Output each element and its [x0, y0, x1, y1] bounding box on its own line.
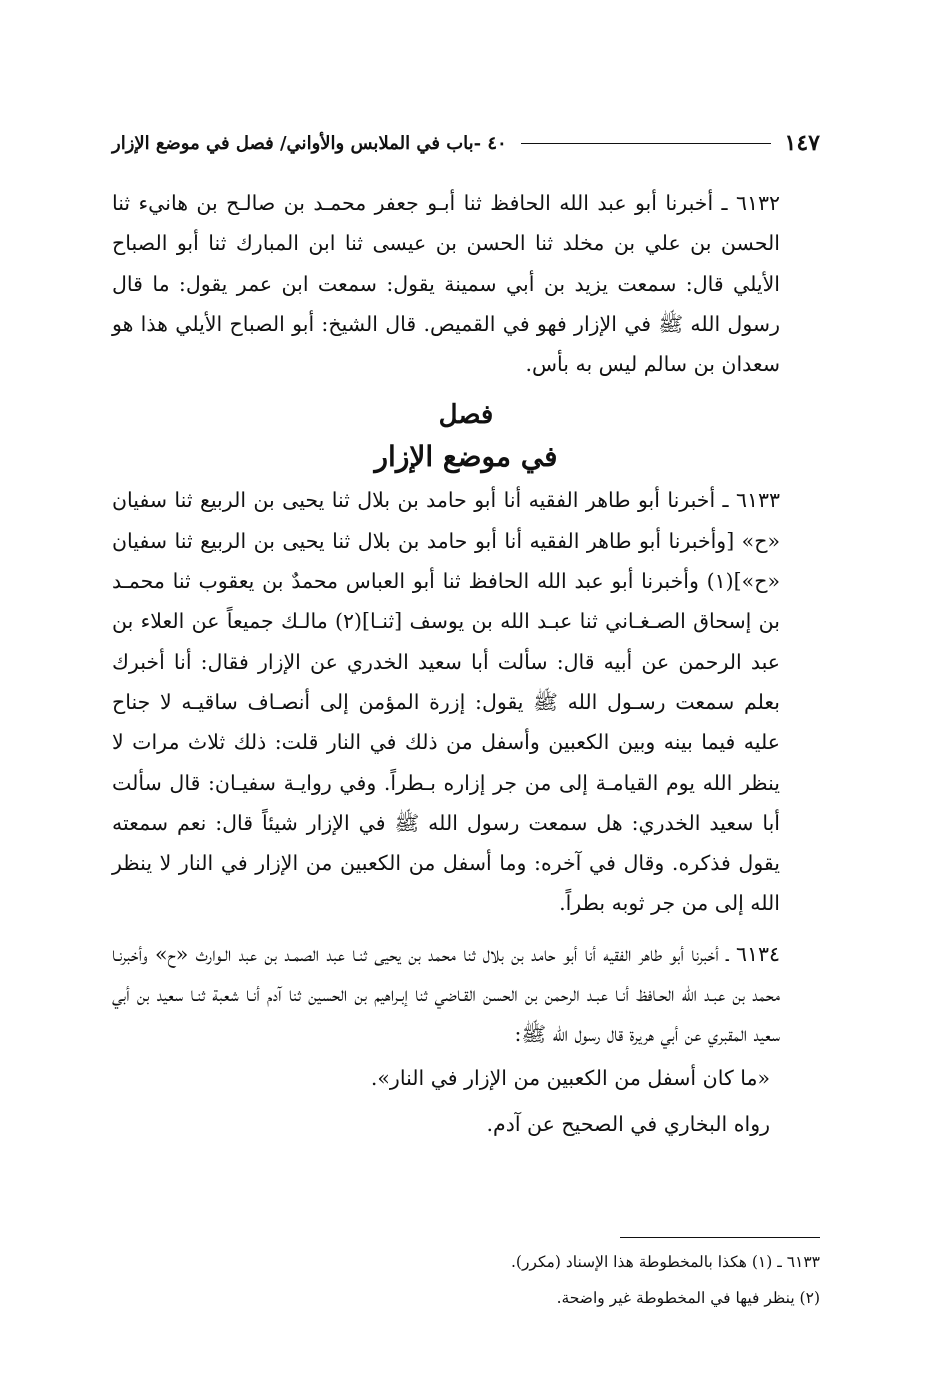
section-subheading: في موضع الإزار: [374, 440, 558, 474]
hadith-6134-quote: «ما كان أسفل من الكعبين من الإزار في النار».: [370, 1065, 770, 1090]
header-rule: [521, 143, 771, 144]
footnotes: [112, 1244, 820, 1316]
hadith-6133: ٦١٣٣ ـ أخبرنا أبو طاهر الفقيه أنا أبو حامد بن بلال ثنا يحيى بن الربيع ثنا سفيان «ح» [وأخبرنا أبو طاهر الفقيه أنا أبو حامد بن بلال ثنا يحيى بن الربيع ثنا سفيان «ح»](١) وأخبرنا أبو عبد الله الحافظ ثنا أبو العباس محمدٌ بن يعقوب ثنا محمـد بن إسحاق الصـغـاني ثنا عبـد الله بن يوسف [ثنـا](٢) مالـك جميعاً عن العلاء بن عبد الرحمن عن أبيه قال: سألت أبا سعيد الخدري عن الإزار فقال: أنا أخبرك بعلم سمعت رسـول الله ﷺ يقول: إزرة المؤمن إلى أنصـاف ساقيـه لا جناح عليه فيما بينه وبين الكعبين وأسفل من ذلك في النار قلت: ذلك ثلاث مرات لا ينظر الله يوم القيامـة إلى من جر إزاره بـطراً. وفي روايـة سفيـان: قال سألت أبا سعيد الخدري: هل سمعت رسول الله ﷺ في الإزار شيئاً قال: نعم سمعته يقول فذكره. وقال في آخره: وما أسفل من الكعبين من الإزار في النار لا ينظر الله إلى من جر ثوبه بطراً.: [112, 488, 781, 916]
page-number: ١٤٧: [784, 130, 820, 156]
chapter-title: ٤٠ -باب في الملابس والأواني/ فصل في موضع الإزار: [112, 132, 507, 154]
page-body: [112, 183, 820, 1147]
footnote-1: ٦١٣٣ ـ (١) هكذا بالمخطوطة هذا الإسناد (مكرر).: [510, 1253, 820, 1271]
hadith-6134-attribution: رواه البخاري في الصحيح عن آدم.: [486, 1111, 770, 1136]
hadith-6132: ٦١٣٢ ـ أخبرنا أبو عبد الله الحافظ ثنا أبـو جعفر محمـد بن صالـح بن هانيء ثنا الحسن بن علي بن مخلد ثنا الحسن بن عيسى ثنا ابن المبارك ثنا أبو الصباح الأيلي قال: سمعت يزيد بن أبي سمينة يقول: سمعت ابن عمر يقول: ما قال رسول الله ﷺ في الإزار فهو في القميص. قال الشيخ: أبو الصباح الأيلي هذا هو سعدان بن سالم ليس به بأس.: [112, 191, 780, 377]
hadith-6134: ٦١٣٤ ـ أخبرنا أبو طاهر الفقيه أنا أبو حامد بن بلال ثنا محمد بن يحيى ثنـا عبد الصمـد بن عبد الـوارث «ح» وأخبرنـا محمد بن عبـد الله الحـافظ أنـا عبـد الرحمن بن الحسن القـاضي ثنا إبـراهيم بن الحسين ثنا آدم أنـا شعبة ثنـا سعيد بن أبي سعيد المقبري عن أبي هريرة قال رسول الله ﷺ:: [112, 941, 780, 1047]
footnote-separator: [620, 1237, 820, 1238]
running-header: [112, 123, 820, 163]
footnote-2: (٢) ينظر فيها في المخطوطة غير واضحة.: [556, 1289, 820, 1307]
section-heading: فصل: [438, 400, 494, 431]
